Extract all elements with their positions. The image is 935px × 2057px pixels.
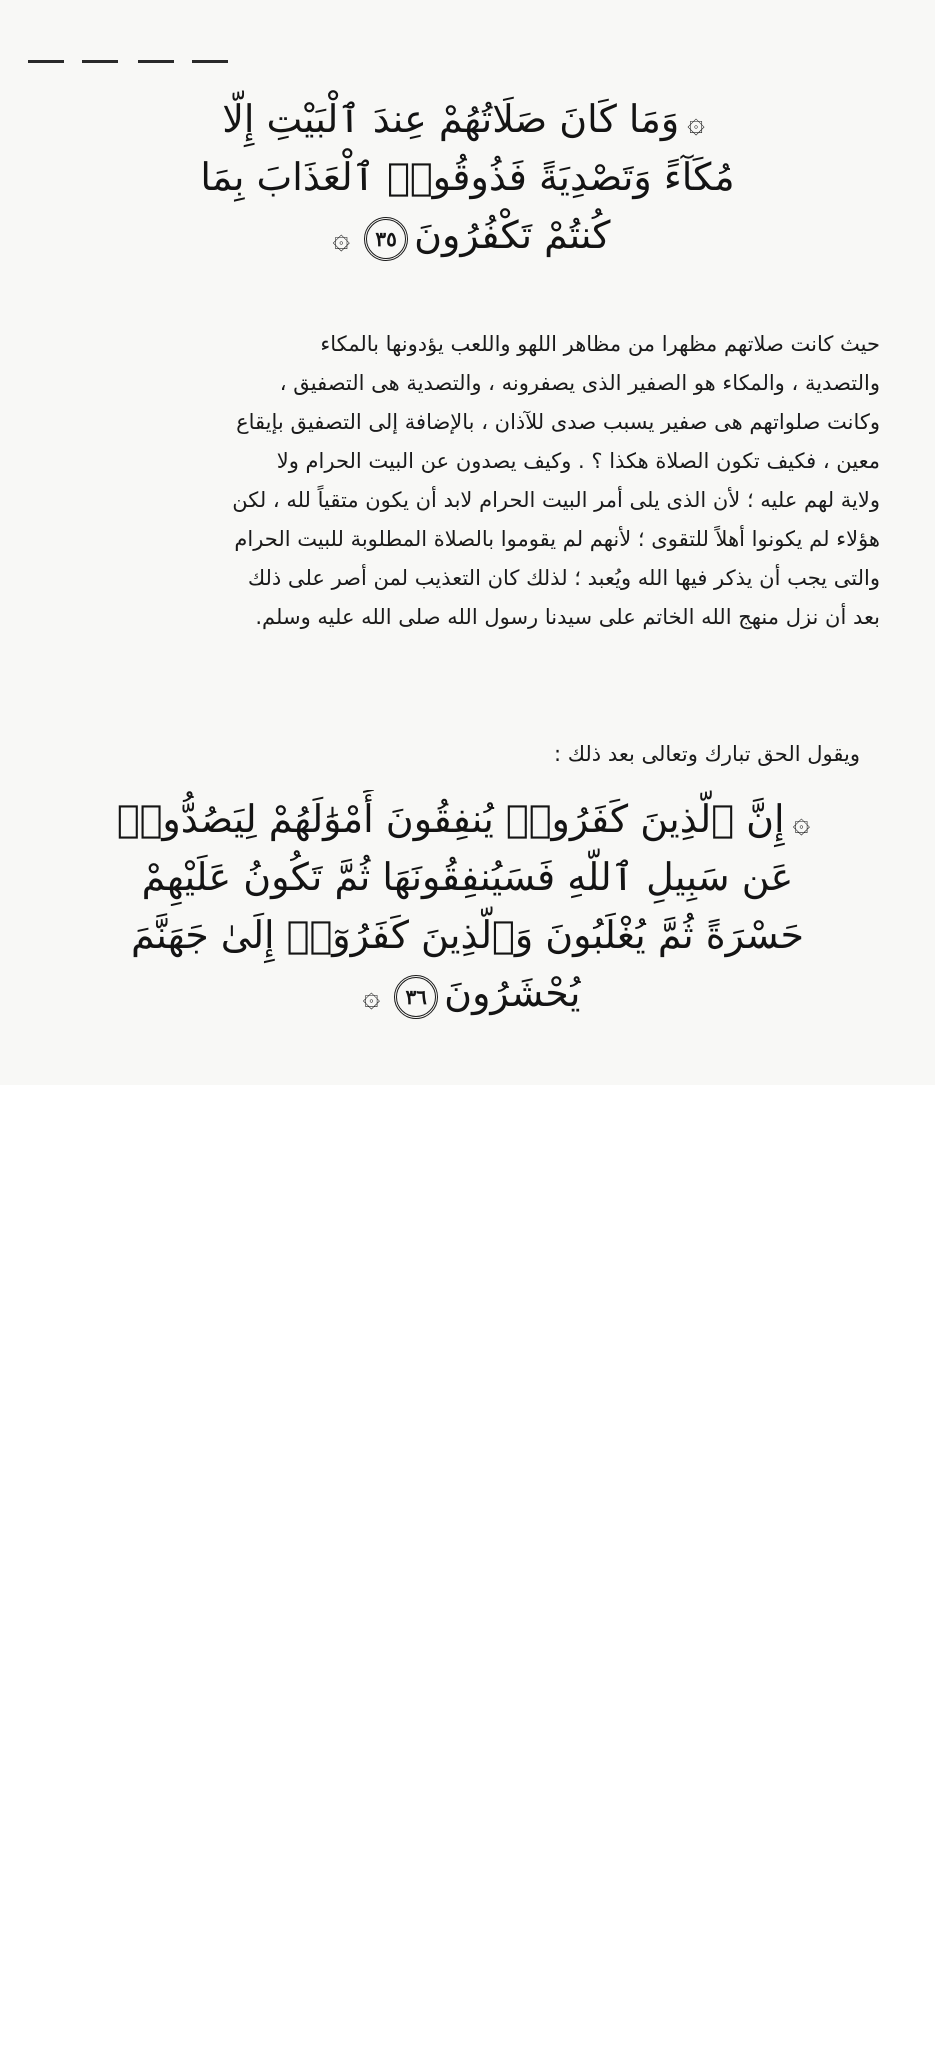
verse-line bbox=[70, 790, 865, 848]
top-rule-segment bbox=[28, 60, 64, 63]
opening-ornament-icon: ۞ bbox=[687, 104, 705, 140]
verse-text: إِنَّ ٱلَّذِينَ كَفَرُوا۟ يُنفِقُونَ أَمْوَٰلَهُمْ لِيَصُدُّوا۟ bbox=[116, 797, 785, 841]
quran-verse-36 bbox=[70, 790, 865, 1022]
verse-line bbox=[70, 90, 865, 148]
ayah-number-medallion: ٣٥ bbox=[364, 217, 408, 261]
closing-ornament-icon: ۞ bbox=[362, 978, 381, 1014]
commentary-line: والتصدية ، والمكاء هو الصفير الذى يصفرونه ، والتصدية هى التصفيق ، bbox=[279, 371, 880, 395]
verse-text: يُحْشَرُونَ bbox=[444, 971, 581, 1015]
verse-line: حَسْرَةً ثُمَّ يُغْلَبُونَ وَٱلَّذِينَ كَفَرُوٓا۟ إِلَىٰ جَهَنَّمَ bbox=[130, 913, 805, 957]
verse-line: عَن سَبِيلِ ٱللَّهِ فَسَيُنفِقُونَهَا ثُمَّ تَكُونُ عَلَيْهِمْ bbox=[141, 855, 794, 899]
verse-intro-text: ويقول الحق تبارك وتعالى بعد ذلك : bbox=[553, 742, 860, 766]
top-rule-segment bbox=[82, 60, 118, 63]
commentary-line: حيث كانت صلاتهم مظهرا من مظاهر اللهو واللعب يؤدونها بالمكاء bbox=[320, 332, 880, 356]
commentary-line: بعد أن نزل منهج الله الخاتم على سيدنا رسول الله صلى الله عليه وسلم. bbox=[255, 605, 880, 629]
ayah-number-medallion: ٣٦ bbox=[394, 975, 438, 1019]
closing-ornament-icon: ۞ bbox=[332, 220, 351, 256]
commentary-line: هؤلاء لم يكونوا أهلاً للتقوى ؛ لأنهم لم يقوموا بالصلاة المطلوبة للبيت الحرام bbox=[234, 527, 880, 551]
commentary-line: ولاية لهم عليه ؛ لأن الذى يلى أمر البيت الحرام لابد أن يكون متقياً لله ، لكن bbox=[232, 488, 880, 512]
verse-text: كُنتُمْ تَكْفُرُونَ bbox=[414, 213, 611, 257]
verse-line bbox=[70, 964, 865, 1022]
verse-line: مُكَآءً وَتَصْدِيَةً فَذُوقُوا۟ ٱلْعَذَابَ بِمَا bbox=[200, 155, 735, 199]
opening-ornament-icon: ۞ bbox=[792, 804, 811, 840]
commentary-line: وكانت صلواتهم هى صفير يسبب صدى للآذان ، بالإضافة إلى التصفيق بإيقاع bbox=[236, 410, 880, 434]
top-rule-segment bbox=[192, 60, 228, 63]
quran-verse-35 bbox=[70, 90, 865, 264]
top-rule-segment bbox=[138, 60, 174, 63]
verse-line bbox=[70, 206, 865, 264]
commentary-paragraph bbox=[45, 325, 880, 637]
verse-text: وَمَا كَانَ صَلَاتُهُمْ عِندَ ٱلْبَيْتِ إِلَّا bbox=[222, 97, 680, 141]
commentary-line: معين ، فكيف تكون الصلاة هكذا ؟ . وكيف يصدون عن البيت الحرام ولا bbox=[276, 449, 880, 473]
commentary-line: والتى يجب أن يذكر فيها الله ويُعبد ؛ لذلك كان التعذيب لمن أصر على ذلك bbox=[247, 566, 880, 590]
